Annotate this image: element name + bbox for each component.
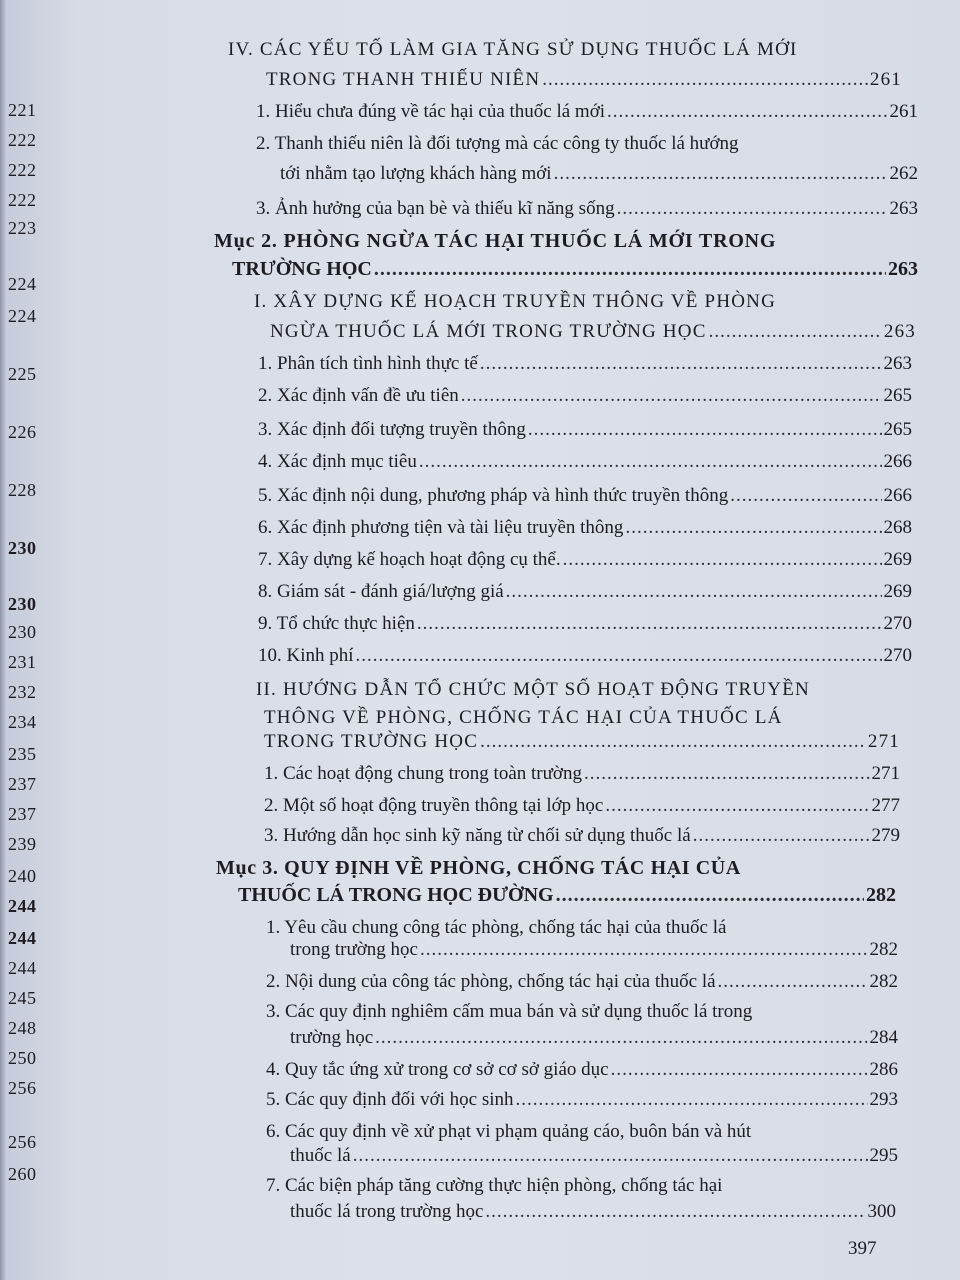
facing-page-numbers (4, 0, 44, 1280)
facing-page-number: 256 (8, 1132, 37, 1152)
toc-page-number: 265 (883, 419, 912, 440)
toc-entry (258, 608, 912, 639)
leader-dots (419, 446, 882, 477)
toc-m2-i-entry (270, 316, 916, 347)
facing-page-number: 232 (8, 682, 37, 702)
toc-iv-title-line1: IV. CÁC YẾU TỐ LÀM GIA TĂNG SỬ DỤNG THUỐC LÁ MỚI (228, 39, 798, 60)
leader-dots (625, 512, 881, 543)
toc-entry-title: 3. Ảnh hưởng của bạn bè và thiếu kĩ năng sống (256, 198, 615, 219)
leader-dots (417, 608, 882, 639)
toc-page-number: 266 (883, 485, 912, 506)
toc-page-number: 263 (888, 258, 918, 280)
leader-dots (617, 193, 888, 224)
toc-entry-title-line1: 3. Các quy định nghiêm cấm mua bán và sử dụng thuốc lá trong (266, 1001, 753, 1022)
toc-entry (290, 934, 898, 965)
toc-entry-title: 7. Xây dựng kế hoạch hoạt động cụ thể. (258, 549, 561, 570)
leader-dots (605, 790, 869, 821)
toc-iv-title-line2: TRONG THANH THIẾU NIÊN (266, 69, 541, 90)
leader-dots (353, 1140, 868, 1171)
toc-m2-i-title-line1: I. XÂY DỰNG KẾ HOẠCH TRUYỀN THÔNG VỀ PHÒNG (254, 291, 777, 312)
toc-m2-ii-title-line2: THÔNG VỀ PHÒNG, CHỐNG TÁC HẠI CỦA THUỐC LÁ (264, 707, 783, 728)
leader-dots (356, 640, 882, 671)
leader-dots (506, 576, 882, 607)
toc-entry (266, 1084, 898, 1115)
section-heading-muc3-line2: THUỐC LÁ TRONG HỌC ĐƯỜNG (238, 884, 554, 906)
leader-dots (516, 1084, 868, 1115)
section-heading-muc2-line1: Mục 2. PHÒNG NGỪA TÁC HẠI THUỐC LÁ MỚI TRONG (214, 230, 777, 252)
facing-page-number: 244 (8, 958, 37, 978)
leader-dots (528, 414, 882, 445)
toc-page-number: 279 (871, 825, 900, 846)
facing-page-number: 225 (8, 364, 37, 384)
toc-entry (258, 544, 912, 575)
toc-entry (290, 1140, 898, 1171)
toc-entry-title-line2: tới nhằm tạo lượng khách hàng mới (280, 163, 552, 184)
toc-page-number: 295 (869, 1145, 898, 1166)
leader-dots (542, 64, 868, 95)
toc-page-number: 271 (871, 763, 900, 784)
toc-m2-ii-title-line3: TRONG TRƯỜNG HỌC (264, 731, 479, 752)
toc-entry (256, 96, 918, 127)
facing-page-number: 235 (8, 744, 37, 764)
toc-entry-title: 1. Phân tích tình hình thực tế (258, 353, 478, 374)
toc-page-number: 282 (869, 939, 898, 960)
toc-iv-entry (266, 64, 902, 95)
facing-page-number: 256 (8, 1078, 37, 1098)
toc-page-number: 284 (869, 1027, 898, 1048)
toc-page-number: 263 (883, 353, 912, 374)
facing-page-number: 221 (8, 100, 37, 120)
toc-page-number: 271 (867, 731, 900, 752)
facing-page-number: 230 (8, 594, 37, 614)
toc-page-number: 268 (883, 517, 912, 538)
facing-page-number: 223 (8, 218, 37, 238)
leader-dots (718, 966, 868, 997)
facing-page-number: 250 (8, 1048, 37, 1068)
toc-entry-title: 10. Kinh phí (258, 645, 354, 666)
leader-dots (480, 348, 882, 379)
facing-page-number: 237 (8, 774, 37, 794)
toc-page-number: 269 (883, 581, 912, 602)
leader-dots (375, 1022, 867, 1053)
toc-entry (264, 820, 900, 851)
toc-entry (264, 758, 900, 789)
toc-entry (258, 576, 912, 607)
toc-entry-title: 5. Các quy định đối với học sinh (266, 1089, 514, 1110)
facing-page-number: 224 (8, 274, 37, 294)
facing-page-number: 228 (8, 480, 37, 500)
toc-entry-title: 3. Hướng dẫn học sinh kỹ năng từ chối sử dụng thuốc lá (264, 825, 691, 846)
toc-page-number: 282 (869, 971, 898, 992)
facing-page-number: 226 (8, 422, 37, 442)
facing-page-number: 237 (8, 804, 37, 824)
leader-dots (693, 820, 870, 851)
toc-entry (258, 512, 912, 543)
leader-dots (607, 96, 887, 127)
toc-entry (266, 966, 898, 997)
leader-dots (554, 158, 888, 189)
toc-entry-title-line2: thuốc lá (290, 1145, 351, 1166)
toc-entry (280, 158, 918, 189)
toc-m2-ii-title-line1: II. HƯỚNG DẪN TỔ CHỨC MỘT SỐ HOẠT ĐỘNG TRUYỀN (256, 679, 810, 700)
toc-entry (256, 193, 918, 224)
toc-entry-title-line1: 1. Yêu cầu chung công tác phòng, chống tác hại của thuốc lá (266, 917, 727, 938)
toc-page-number: 266 (883, 451, 912, 472)
toc-page-number: 262 (889, 163, 918, 184)
toc-page-number: 261 (869, 69, 902, 90)
toc-page-number: 263 (883, 321, 916, 342)
toc-entry-title-line2: trong trường học (290, 939, 418, 960)
toc-page-number: 261 (889, 101, 918, 122)
leader-dots (374, 254, 886, 285)
toc-entry (258, 414, 912, 445)
toc-m2-i-title-line2: NGỪA THUỐC LÁ MỚI TRONG TRƯỜNG HỌC (270, 321, 707, 342)
facing-page-number: 239 (8, 834, 37, 854)
toc-page-number: 269 (883, 549, 912, 570)
toc-entry (264, 790, 900, 821)
toc-m2-ii-entry (264, 726, 900, 757)
toc-entry (258, 446, 912, 477)
toc-entry-title-line1: 7. Các biện pháp tăng cường thực hiện phòng, chống tác hại (266, 1175, 723, 1196)
section-heading-muc3 (238, 880, 896, 911)
leader-dots (485, 1196, 865, 1227)
page-number: 397 (848, 1238, 877, 1259)
toc-entry (258, 480, 912, 511)
facing-page-number: 234 (8, 712, 37, 732)
facing-page-number: 222 (8, 130, 37, 150)
facing-page-number: 240 (8, 866, 37, 886)
facing-page-number: 222 (8, 160, 37, 180)
toc-page-number: 300 (867, 1201, 896, 1222)
toc-entry (290, 1022, 898, 1053)
facing-page-number: 244 (8, 928, 37, 948)
section-heading-muc2-line2: TRƯỜNG HỌC (232, 258, 372, 280)
toc-entry-title: 4. Quy tắc ứng xử trong cơ sở cơ sở giáo dục (266, 1059, 609, 1080)
toc-entry (258, 640, 912, 671)
leader-dots (730, 480, 881, 511)
toc-entry-title: 5. Xác định nội dung, phương pháp và hình thức truyền thông (258, 485, 729, 506)
leader-dots (709, 316, 882, 347)
leader-dots (420, 934, 868, 965)
leader-dots (584, 758, 870, 789)
toc-entry-title-line1: 2. Thanh thiếu niên là đối tượng mà các công ty thuốc lá hướng (256, 133, 739, 154)
facing-page-number: 230 (8, 538, 37, 558)
toc-entry-title: 2. Nội dung của công tác phòng, chống tác hại của thuốc lá (266, 971, 716, 992)
toc-entry (290, 1196, 896, 1227)
leader-dots (480, 726, 866, 757)
facing-page-number: 260 (8, 1164, 37, 1184)
toc-entry-title: 1. Hiểu chưa đúng về tác hại của thuốc lá mới (256, 101, 606, 122)
leader-dots (556, 880, 864, 911)
toc-page-number: 282 (866, 884, 896, 906)
toc-page-number: 265 (883, 385, 912, 406)
facing-page-number: 230 (8, 622, 37, 642)
leader-dots (611, 1054, 868, 1085)
toc-page-number: 270 (883, 613, 912, 634)
toc-page-number: 277 (871, 795, 900, 816)
leader-dots (563, 544, 882, 575)
toc-entry (266, 1054, 898, 1085)
toc-entry-title: 4. Xác định mục tiêu (258, 451, 417, 472)
facing-page-number: 231 (8, 652, 37, 672)
toc-entry-title: 9. Tổ chức thực hiện (258, 613, 415, 634)
toc-page-number: 293 (869, 1089, 898, 1110)
toc-entry-title: 6. Xác định phương tiện và tài liệu truyền thông (258, 517, 624, 538)
toc-entry-title-line2: trường học (290, 1027, 374, 1048)
leader-dots (461, 380, 882, 411)
toc-entry (258, 380, 912, 411)
facing-page-number: 248 (8, 1018, 37, 1038)
toc-page-number: 286 (869, 1059, 898, 1080)
facing-page-number: 224 (8, 306, 37, 326)
toc-entry-title: 2. Xác định vấn đề ưu tiên (258, 385, 459, 406)
toc-page-number: 263 (889, 198, 918, 219)
section-heading-muc2 (232, 254, 918, 285)
facing-page-number: 244 (8, 896, 37, 916)
toc-entry (258, 348, 912, 379)
toc-entry-title: 1. Các hoạt động chung trong toàn trường (264, 763, 582, 784)
facing-page-number: 245 (8, 988, 37, 1008)
toc-entry-title-line2: thuốc lá trong trường học (290, 1201, 484, 1222)
facing-page-number: 222 (8, 190, 37, 210)
toc-entry-title: 8. Giám sát - đánh giá/lượng giá (258, 581, 504, 602)
toc-entry-title: 2. Một số hoạt động truyền thông tại lớp học (264, 795, 604, 816)
section-heading-muc3-line1: Mục 3. QUY ĐỊNH VỀ PHÒNG, CHỐNG TÁC HẠI CỦA (216, 857, 741, 879)
toc-entry-title-line1: 6. Các quy định về xử phạt vi phạm quảng cáo, buôn bán và hút (266, 1121, 752, 1142)
toc-entry-title: 3. Xác định đối tượng truyền thông (258, 419, 526, 440)
toc-page-number: 270 (883, 645, 912, 666)
